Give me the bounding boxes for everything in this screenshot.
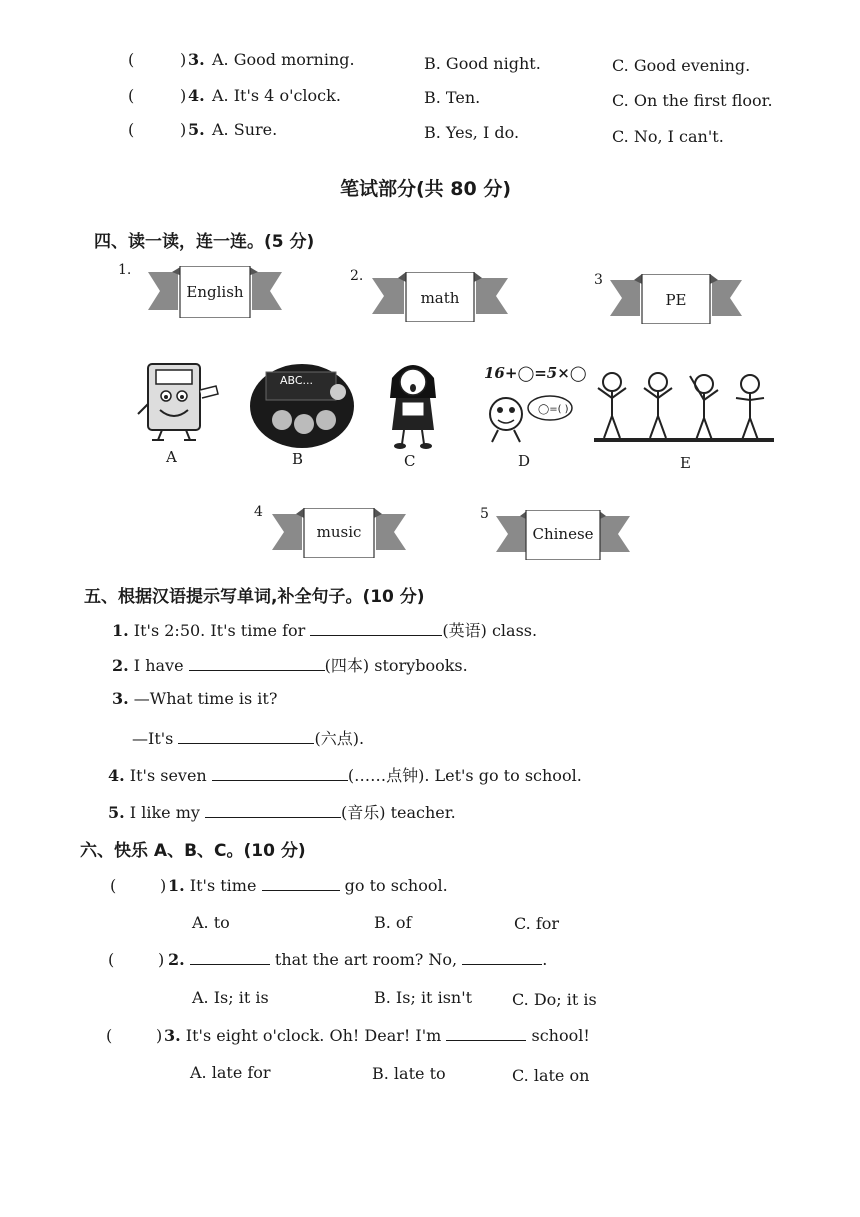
chinese-hint: (六点). — [314, 729, 365, 748]
exercising-children-icon — [594, 368, 774, 444]
answer-blank[interactable] — [190, 950, 270, 965]
option-c: C. late on — [512, 1066, 590, 1085]
question-text: It's time — [189, 876, 257, 895]
svg-text:◯=( ): ◯=( ) — [538, 404, 569, 415]
answer-paren-open: ( — [128, 120, 135, 139]
question-number: 1. — [112, 621, 129, 640]
chinese-hint: (音乐) — [341, 803, 386, 822]
option-b: B. late to — [372, 1064, 446, 1083]
section5-heading: 五、根据汉语提示写单词,补全句子。(10 分) — [84, 587, 425, 607]
question-number: 5. — [188, 120, 205, 139]
option-a: A. late for — [190, 1063, 271, 1082]
sentence-start: It's seven — [129, 766, 207, 785]
ribbon-number: 3 — [594, 272, 603, 288]
picture-label: B — [292, 450, 304, 468]
answer-paren-close: ) — [156, 1026, 163, 1045]
abc-text: ABC... — [280, 374, 314, 387]
chinese-hint: (四本) — [324, 656, 370, 675]
fill-item-1 — [112, 618, 537, 641]
sentence-start: I have — [133, 656, 184, 675]
ribbon-number: 5 — [480, 506, 489, 522]
book-character-icon — [136, 360, 226, 444]
sentence-end: storybooks. — [374, 656, 468, 675]
ribbon-english — [148, 266, 282, 318]
sentence-end: class. — [491, 621, 538, 640]
picture-label: A — [166, 448, 177, 466]
answer-paren-open: ( — [106, 1026, 113, 1045]
sentence-start: I like my — [129, 803, 200, 822]
question-text: school! — [531, 1026, 590, 1045]
option-b: B. Is; it isn't — [374, 988, 473, 1007]
sentence-end: Let's go to school. — [434, 766, 582, 785]
option-c: C. Do; it is — [512, 990, 597, 1009]
ribbon-number: 2. — [350, 268, 364, 284]
fill-item-5 — [108, 800, 456, 823]
answer-paren-open: ( — [110, 876, 117, 895]
chinese-hint: (……点钟). — [347, 766, 430, 785]
answer-paren-close: ) — [180, 86, 187, 105]
ribbon-word: Chinese — [532, 525, 594, 543]
question-text: . — [542, 950, 548, 969]
section4-heading: 四、读一读，连一连。(5 分) — [94, 232, 315, 252]
singing-girl-icon — [382, 358, 444, 450]
question-number: 5. — [108, 803, 125, 822]
question-number: 2. — [112, 656, 129, 675]
option-c: C. Good evening. — [612, 56, 751, 75]
answer-blank[interactable] — [262, 876, 340, 891]
answer-blank[interactable] — [310, 621, 442, 636]
answer-paren-close: ) — [160, 876, 167, 895]
ribbon-word: English — [186, 283, 244, 301]
sentence-start: —It's — [132, 729, 174, 748]
question-number: 3. — [112, 689, 129, 708]
option-a: A. Good morning. — [212, 50, 355, 69]
sentence-end: teacher. — [390, 803, 456, 822]
answer-paren-close: ) — [180, 50, 187, 69]
ribbon-word: math — [420, 289, 460, 307]
option-c: C. No, I can't. — [612, 127, 724, 146]
answer-blank[interactable] — [462, 950, 542, 965]
picture-label: C — [404, 452, 416, 470]
question-number: 1. — [168, 876, 185, 895]
option-a: A. Sure. — [212, 120, 278, 139]
written-section-title: 笔试部分(共 80 分) — [340, 178, 512, 200]
fill-item-2 — [112, 653, 468, 676]
chinese-hint: (英语) — [442, 621, 487, 640]
option-c: C. On the first floor. — [612, 91, 773, 110]
answer-blank[interactable] — [446, 1026, 526, 1041]
classroom-abc-icon — [248, 362, 356, 450]
option-b: B. Good night. — [424, 54, 541, 73]
question-text: that the art room? No, — [274, 950, 458, 969]
answer-blank[interactable] — [178, 729, 314, 744]
answer-paren-close: ) — [180, 120, 187, 139]
option-b: B. Ten. — [424, 88, 481, 107]
math-apple-icon — [480, 362, 587, 448]
question-number: 2. — [168, 950, 185, 969]
fill-item-3-answer — [132, 726, 364, 749]
picture-label: E — [680, 454, 691, 472]
ribbon-word: PE — [665, 291, 687, 309]
option-c: C. for — [514, 914, 560, 933]
ribbon-chinese — [496, 510, 630, 560]
question-number: 3. — [164, 1026, 181, 1045]
option-a: A. Is; it is — [192, 988, 269, 1007]
ribbon-number: 4 — [254, 504, 263, 520]
question-text: go to school. — [344, 876, 448, 895]
fill-item-3 — [112, 689, 277, 708]
option-b: B. Yes, I do. — [424, 123, 520, 142]
question-number: 3. — [188, 50, 205, 69]
ribbon-pe — [610, 274, 742, 324]
sentence-start: It's 2:50. It's time for — [133, 621, 306, 640]
picture-label: D — [518, 452, 531, 470]
answer-paren-open: ( — [128, 86, 135, 105]
math-equation: 16+◯=5×◯ — [484, 364, 587, 382]
ribbon-number: 1. — [118, 262, 132, 278]
question-number: 4. — [188, 86, 205, 105]
answer-paren-open: ( — [128, 50, 135, 69]
question-text: It's eight o'clock. Oh! Dear! I'm — [185, 1026, 442, 1045]
question-number: 4. — [108, 766, 125, 785]
ribbon-math — [372, 272, 508, 322]
fill-item-4 — [108, 763, 582, 786]
answer-paren-open: ( — [108, 950, 115, 969]
answer-blank[interactable] — [205, 803, 341, 818]
answer-blank[interactable] — [212, 766, 348, 781]
option-a: A. to — [192, 913, 230, 932]
section6-heading: 六、快乐 A、B、C。(10 分) — [80, 841, 306, 861]
sentence-start: —What time is it? — [133, 689, 278, 708]
ribbon-music — [272, 508, 406, 558]
option-b: B. of — [374, 913, 412, 932]
option-a: A. It's 4 o'clock. — [212, 86, 341, 105]
answer-blank[interactable] — [189, 656, 325, 671]
ribbon-word: music — [316, 523, 362, 541]
answer-paren-close: ) — [158, 950, 165, 969]
